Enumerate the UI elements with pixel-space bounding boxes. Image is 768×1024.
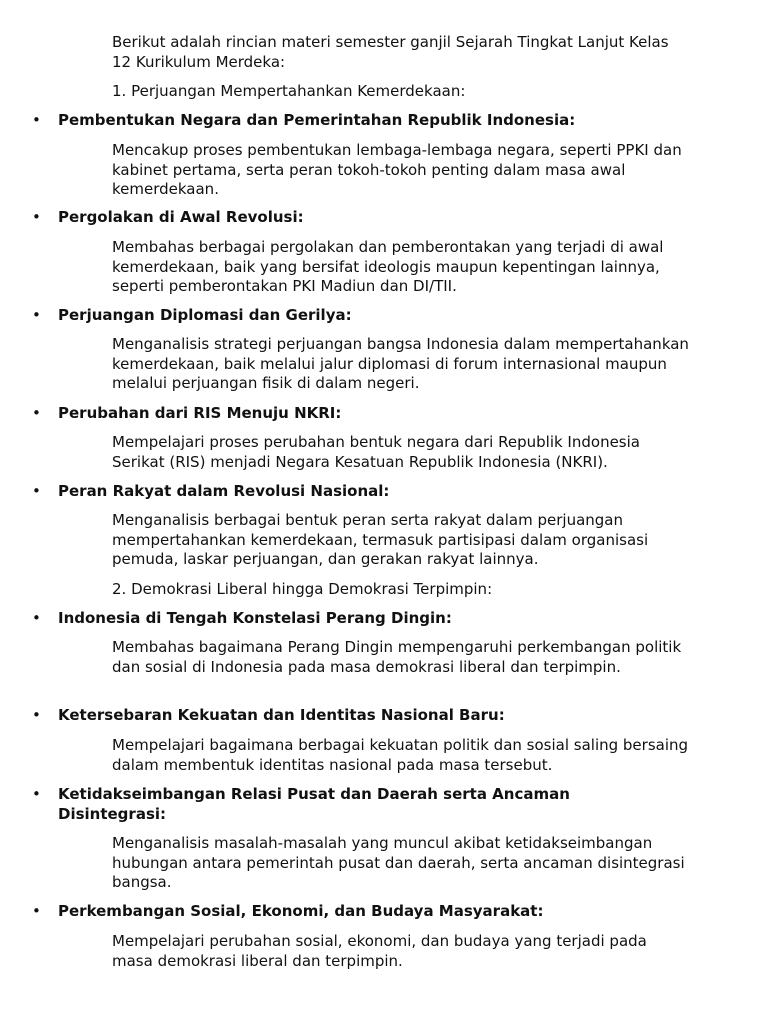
item-title: Perubahan dari RIS Menuju NKRI: [58,404,342,422]
bullet-icon: • [32,706,41,724]
item-title: Perjuangan Diplomasi dan Gerilya: [58,306,352,324]
bullet-icon: • [32,785,41,803]
item-title: Indonesia di Tengah Konstelasi Perang Dingin: [58,609,452,627]
section-heading-1: 1. Perjuangan Mempertahankan Kemerdekaan: [112,82,466,100]
item-description: Menganalisis masalah-masalah yang muncul akibat ketidakseimbangan hubungan antara pemerintah pusat dan daerah, serta ancaman disintegrasi bangsa. [112,834,685,891]
intro-paragraph: Berikut adalah rincian materi semester ganjil Sejarah Tingkat Lanjut Kelas 12 Kurikulum Merdeka: [112,33,669,71]
item-description: Mempelajari bagaimana berbagai kekuatan politik dan sosial saling bersaing dalam membentuk identitas nasional pada masa tersebut. [112,736,689,774]
bullet-icon: • [32,902,41,920]
bullet-icon: • [32,609,41,627]
bullet-icon: • [32,404,41,422]
item-description: Menganalisis berbagai bentuk peran serta rakyat dalam perjuangan mempertahankan kemerdekaan, termasuk partisipasi dalam organisasi pemuda, laskar perjuangan, dan gerakan rakyat lainnya. [112,511,649,568]
section-heading-2: 2. Demokrasi Liberal hingga Demokrasi Terpimpin: [112,580,493,598]
bullet-icon: • [32,306,41,324]
item-description: Membahas bagaimana Perang Dingin mempengaruhi perkembangan politik dan sosial di Indonesia pada masa demokrasi liberal dan terpimpin. [112,638,682,676]
item-title: Perkembangan Sosial, Ekonomi, dan Budaya Masyarakat: [58,902,544,920]
item-title: Pembentukan Negara dan Pemerintahan Republik Indonesia: [58,111,576,129]
item-title: Peran Rakyat dalam Revolusi Nasional: [58,482,390,500]
item-title: Ketidakseimbangan Relasi Pusat dan Daerah serta Ancaman Disintegrasi: [58,785,570,823]
item-title: Ketersebaran Kekuatan dan Identitas Nasional Baru: [58,706,505,724]
bullet-icon: • [32,208,41,226]
bullet-icon: • [32,111,41,129]
item-description: Membahas berbagai pergolakan dan pemberontakan yang terjadi di awal kemerdekaan, baik yang bersifat ideologis maupun kepentingan lainnya, seperti pemberontakan PKI Madiun dan DI/TII. [112,238,664,295]
item-title: Pergolakan di Awal Revolusi: [58,208,304,226]
bullet-icon: • [32,482,41,500]
item-description: Mencakup proses pembentukan lembaga-lembaga negara, seperti PPKI dan kabinet pertama, serta peran tokoh-tokoh penting dalam masa awal kemerdekaan. [112,141,682,198]
item-description: Mempelajari proses perubahan bentuk negara dari Republik Indonesia Serikat (RIS) menjadi Negara Kesatuan Republik Indonesia (NKRI). [112,433,640,471]
item-description: Menganalisis strategi perjuangan bangsa Indonesia dalam mempertahankan kemerdekaan, baik melalui jalur diplomasi di forum internasional maupun melalui perjuangan fisik di dalam negeri. [112,335,689,392]
item-description: Mempelajari perubahan sosial, ekonomi, dan budaya yang terjadi pada masa demokrasi liberal dan terpimpin. [112,932,647,970]
